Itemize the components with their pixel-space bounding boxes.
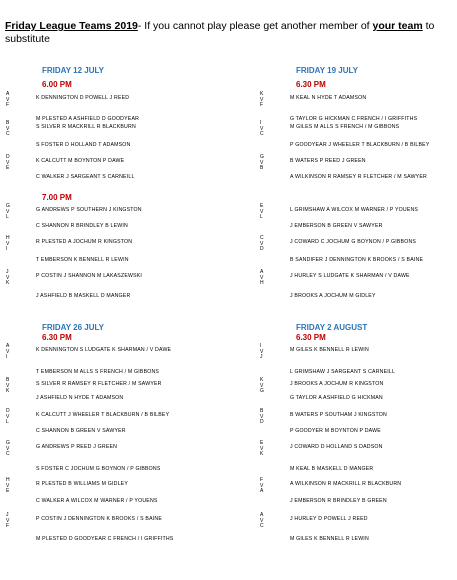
team-players: K CALCUTT M BOYNTON P DAWE <box>36 158 125 164</box>
team-players: S SILVER R RAMSEY R FLETCHER / M SAWYER <box>36 381 162 387</box>
match-code: K V F <box>260 91 264 108</box>
team-players: P COSTIN J SHANNON M LAKASZEWSKI <box>36 273 143 279</box>
team-players: S SILVER R MACKRILL R BLACKBURN <box>36 124 136 130</box>
match-code: G V B <box>260 154 264 171</box>
team-players: C WALKER J SARGEANT S CARNEILL <box>36 174 135 180</box>
team-players: K CALCUTT J WHEELER T BLACKBURN / B BILBEY <box>36 412 170 418</box>
team-players: G TAYLOR G HICKMAN C FRENCH / I GRIFFITHS <box>290 116 418 122</box>
match-code <box>260 533 270 550</box>
team-players: S FOSTER C JOCHUM G BOYNON / P GIBBONS <box>36 466 161 472</box>
team-players: P COSTIN J DENNINGTON K BROOKS / S BAINE <box>36 516 162 522</box>
team-players: M GILES K BENNELL R LEWIN <box>290 347 369 353</box>
team-players: J BROOKS A JOCHUM M GIDLEY <box>290 293 376 299</box>
kickoff-time: 6.30 PM <box>296 80 326 89</box>
match-code: A V F <box>6 91 10 108</box>
match-code: A V H <box>260 269 264 286</box>
page-title <box>5 20 455 46</box>
match-code: A V C <box>260 512 264 529</box>
match-code: J V K <box>6 269 10 286</box>
fixture-date: FRIDAY 26 JULY <box>42 323 104 332</box>
match-code: H V I <box>6 235 10 252</box>
team-players: C SHANNON R BRINDLEY B LEWIN <box>36 223 128 229</box>
match-code: J V F <box>6 512 10 529</box>
title-text-1: - If you cannot play please get another member of <box>137 20 373 32</box>
team-players: M KEAL B MASKELL D MANGER <box>290 466 374 472</box>
match-code <box>6 392 16 409</box>
match-code <box>6 533 16 550</box>
team-players: A WILKINSON R MACKRILL R BLACKBURN <box>290 481 402 487</box>
match-code: E V K <box>260 440 264 457</box>
team-players: P GOODYER M BOYNTON P DAWE <box>290 428 381 434</box>
match-code: D V E <box>6 154 10 171</box>
match-code <box>260 392 270 409</box>
team-players: M PLESTED A ASHFIELD D GOODYEAR <box>36 116 140 122</box>
fixture-date: FRIDAY 2 AUGUST <box>296 323 368 332</box>
match-code: A V I <box>6 343 10 360</box>
team-players: J BROOKS A JOCHUM R KINGSTON <box>290 381 384 387</box>
match-code: H V E <box>6 477 10 494</box>
match-code <box>260 171 270 188</box>
match-code <box>260 290 270 307</box>
match-code: K V G <box>260 377 264 394</box>
match-code: I V J <box>260 343 264 360</box>
match-code: C V D <box>260 235 264 252</box>
team-players: T EMBERSON M ALLS S FRENCH / M GIBBONS <box>36 369 160 375</box>
team-players: C WALKER A WILCOX M WARNER / P YOUENS <box>36 498 158 504</box>
match-code <box>6 495 16 512</box>
team-players: R PLESTED A JOCHUM R KINGSTON <box>36 239 133 245</box>
team-players: J ASHFIELD N HYDE T ADAMSON <box>36 395 124 401</box>
team-players: G ANDREWS P SOUTHERN J KINGSTON <box>36 207 142 213</box>
team-players: J COWARD D HOLLAND S DADSON <box>290 444 383 450</box>
team-players: P GOODYEAR J WHEELER T BLACKBURN / B BILBEY <box>290 142 430 148</box>
match-code <box>6 290 16 307</box>
team-players: K DENNINGTON D POWELL J REED <box>36 95 130 101</box>
match-code: D V L <box>6 408 10 425</box>
fixture-date: FRIDAY 12 JULY <box>42 66 104 75</box>
team-players: S FOSTER D HOLLAND T ADAMSON <box>36 142 131 148</box>
team-players: B WATERS P SOUTHAM J KINGSTON <box>290 412 387 418</box>
team-players: J HURLEY S LUDGATE K SHARMAN / V DAWE <box>290 273 410 279</box>
match-code: F V A <box>260 477 264 494</box>
team-players: A WILKINSON R RAMSEY R FLETCHER / M SAWYER <box>290 174 427 180</box>
title-text-2: to substitute <box>5 20 435 45</box>
match-code: B V K <box>6 377 10 394</box>
team-players: T EMBERSON K BENNELL R LEWIN <box>36 257 129 263</box>
team-players: L GRIMSHAW J SARGEANT S CARNEILL <box>290 369 396 375</box>
team-players: J EMBERSON R BRINDLEY B GREEN <box>290 498 387 504</box>
match-code <box>6 171 16 188</box>
kickoff-time: 6.00 PM <box>42 80 72 89</box>
team-players: M GILES K BENNELL R LEWIN <box>290 536 369 542</box>
team-players: M PLESTED D GOODYEAR C FRENCH / I GRIFFITHS <box>36 536 174 542</box>
team-players: J EMBERSON B GREEN V SAWYER <box>290 223 383 229</box>
match-code: I V C <box>260 120 264 137</box>
team-players: G TAYLOR A ASHFIELD G HICKMAN <box>290 395 383 401</box>
kickoff-time: 6.30 PM <box>42 333 72 342</box>
match-code: E V L <box>260 203 264 220</box>
fixture-date: FRIDAY 19 JULY <box>296 66 358 75</box>
team-players: G ANDREWS P REED J GREEN <box>36 444 118 450</box>
kickoff-time: 7.00 PM <box>42 193 72 202</box>
team-players: L GRIMSHAW A WILCOX M WARNER / P YOUENS <box>290 207 419 213</box>
title-bold-2: your team <box>372 20 423 32</box>
team-players: R PLESTED B WILLIAMS M GIDLEY <box>36 481 128 487</box>
match-code: G V L <box>6 203 10 220</box>
match-code: B V D <box>260 408 264 425</box>
team-players: B SANDIFER J DENNINGTON K BROOKS / S BAINE <box>290 257 424 263</box>
team-players: M KEAL N HYDE T ADAMSON <box>290 95 367 101</box>
team-players: C SHANNON B GREEN V SAWYER <box>36 428 126 434</box>
team-players: J COWARD C JOCHUM G BOYNON / P GIBBONS <box>290 239 417 245</box>
title-bold: Friday League Teams 2019 <box>5 20 138 32</box>
team-players: B WATERS P REED J GREEN <box>290 158 366 164</box>
match-code <box>260 495 270 512</box>
match-code: B V C <box>6 120 10 137</box>
team-players: M GILES M ALLS S FRENCH / M GIBBONS <box>290 124 400 130</box>
team-players: J HURLEY D POWELL J REED <box>290 516 368 522</box>
kickoff-time: 6.30 PM <box>296 333 326 342</box>
team-players: K DENNINGTON S LUDGATE K SHARMAN / V DAWE <box>36 347 172 353</box>
match-code: G V C <box>6 440 10 457</box>
team-players: J ASHFIELD B MASKELL D MANGER <box>36 293 131 299</box>
